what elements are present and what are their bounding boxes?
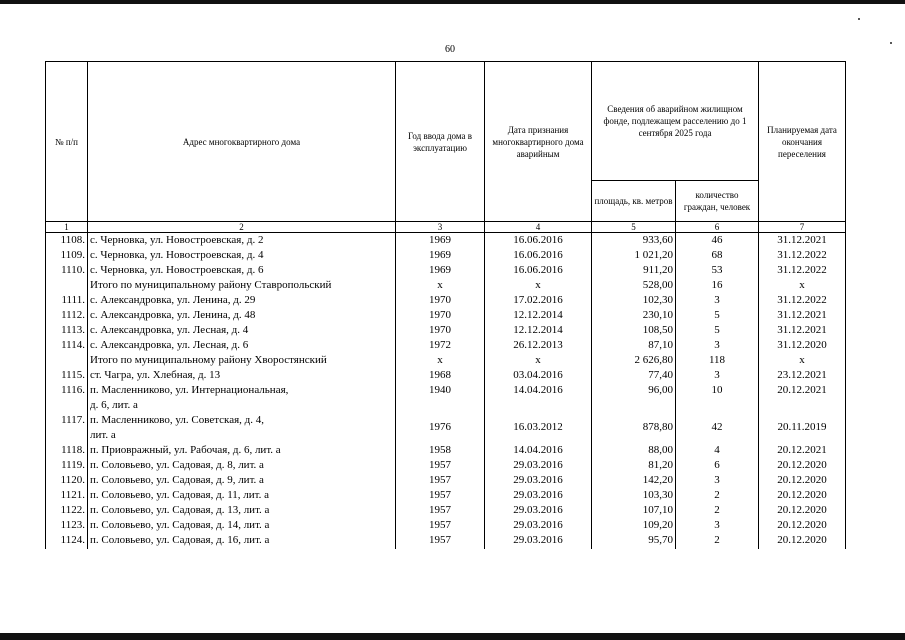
cell-area: 933,60: [592, 233, 676, 249]
cell-number: 1111.: [46, 293, 88, 308]
cell-date: 29.03.2016: [485, 488, 592, 503]
cell-year: 1958: [396, 443, 485, 458]
cell-area: 77,40: [592, 368, 676, 383]
cell-people: 16: [676, 278, 759, 293]
cell-date: 29.03.2016: [485, 458, 592, 473]
cell-people: 10: [676, 383, 759, 398]
cell-people: 3: [676, 338, 759, 353]
cell-number: 1108.: [46, 233, 88, 249]
cell-people: 6: [676, 458, 759, 473]
cell-planned: 20.12.2021: [759, 443, 846, 458]
cell-year: 1970: [396, 308, 485, 323]
cell-year: 1970: [396, 323, 485, 338]
column-number: 3: [396, 222, 485, 233]
cell-number: 1113.: [46, 323, 88, 338]
cell-date: 12.12.2014: [485, 308, 592, 323]
cell-people: 53: [676, 263, 759, 278]
cell-area: 102,30: [592, 293, 676, 308]
cell-date: 26.12.2013: [485, 338, 592, 353]
cell-year: 1969: [396, 233, 485, 249]
cell-planned: 20.12.2020: [759, 473, 846, 488]
cell-planned: 31.12.2021: [759, 308, 846, 323]
cell-people: 3: [676, 368, 759, 383]
cell-people: 5: [676, 323, 759, 338]
cell-date: х: [485, 278, 592, 293]
cell-number: [46, 353, 88, 368]
cell-year: 1957: [396, 533, 485, 549]
scan-speck: [890, 42, 892, 44]
cell-year: 1957: [396, 503, 485, 518]
cell-date: 29.03.2016: [485, 503, 592, 518]
header-planned-date: Планируемая дата окончания переселения: [759, 62, 846, 222]
cell-number: 1114.: [46, 338, 88, 353]
table-row-total: [46, 278, 846, 293]
cell-planned: х: [759, 353, 846, 368]
table-row-continuation: [46, 398, 846, 413]
table-row: [46, 338, 846, 353]
cell-planned: 20.12.2020: [759, 488, 846, 503]
cell-area: 109,20: [592, 518, 676, 533]
column-number: 1: [46, 222, 88, 233]
scan-speck: [858, 18, 860, 20]
header-area: площадь, кв. метров: [592, 181, 676, 222]
scan-edge-top: [0, 0, 905, 4]
cell-number: 1110.: [46, 263, 88, 278]
page-number: 60: [445, 44, 455, 55]
cell-number: 1109.: [46, 248, 88, 263]
header-address: Адрес многоквартирного дома: [88, 62, 396, 222]
cell-number: 1120.: [46, 473, 88, 488]
cell-planned: [759, 398, 846, 413]
cell-people: 3: [676, 293, 759, 308]
cell-number: 1122.: [46, 503, 88, 518]
table-row: [46, 263, 846, 278]
cell-address: с. Александровка, ул. Лесная, д. 4: [88, 323, 396, 338]
column-number-row: [46, 222, 846, 233]
cell-planned: 31.12.2021: [759, 233, 846, 249]
cell-people: 2: [676, 533, 759, 549]
cell-area: 88,00: [592, 443, 676, 458]
cell-number: 1112.: [46, 308, 88, 323]
cell-year: 1957: [396, 458, 485, 473]
header-people: количество граждан, человек: [676, 181, 759, 222]
cell-date: х: [485, 353, 592, 368]
cell-year: 1969: [396, 248, 485, 263]
cell-number: [46, 398, 88, 413]
table-row: [46, 308, 846, 323]
cell-area: 878,80: [592, 420, 676, 435]
cell-address: п. Соловьево, ул. Садовая, д. 14, лит. а: [88, 518, 396, 533]
cell-year: 1940: [396, 383, 485, 398]
cell-area: 142,20: [592, 473, 676, 488]
cell-people: 42: [676, 420, 759, 435]
cell-planned: 20.12.2021: [759, 383, 846, 398]
cell-people: 3: [676, 518, 759, 533]
cell-address: Итого по муниципальному району Хворостянский: [88, 353, 396, 368]
cell-date: 03.04.2016: [485, 368, 592, 383]
header-recognition-date: Дата признания многоквартирного дома аварийным: [485, 62, 592, 222]
cell-planned: 31.12.2022: [759, 293, 846, 308]
table-row: [46, 473, 846, 488]
cell-planned: 20.12.2020: [759, 533, 846, 549]
cell-people: 46: [676, 233, 759, 249]
cell-number: 1123.: [46, 518, 88, 533]
cell-number: 1115.: [46, 368, 88, 383]
cell-address: с. Александровка, ул. Ленина, д. 48: [88, 308, 396, 323]
cell-address: п. Соловьево, ул. Садовая, д. 13, лит. а: [88, 503, 396, 518]
column-number: 6: [676, 222, 759, 233]
cell-planned: 20.12.2020: [759, 458, 846, 473]
table-row-total: [46, 353, 846, 368]
cell-area: 1 021,20: [592, 248, 676, 263]
table-row: [46, 368, 846, 383]
cell-planned: 20.11.2019: [759, 420, 846, 435]
table-row: [46, 233, 846, 249]
cell-area: 103,30: [592, 488, 676, 503]
cell-number: 1117.: [46, 413, 88, 428]
column-number: 7: [759, 222, 846, 233]
cell-address: п. Соловьево, ул. Садовая, д. 11, лит. а: [88, 488, 396, 503]
cell-address: д. 6, лит. а: [88, 398, 396, 413]
table-row-continuation: [46, 428, 846, 443]
cell-address: ст. Чагра, ул. Хлебная, д. 13: [88, 368, 396, 383]
cell-number: [46, 278, 88, 293]
table-body: [46, 233, 846, 550]
cell-date: 16.06.2016: [485, 233, 592, 249]
cell-area: 107,10: [592, 503, 676, 518]
table-row: [46, 503, 846, 518]
cell-planned: 31.12.2020: [759, 338, 846, 353]
cell-people: 2: [676, 488, 759, 503]
cell-year: 1957: [396, 488, 485, 503]
cell-people: [676, 398, 759, 413]
cell-number: 1121.: [46, 488, 88, 503]
cell-year: 1976: [396, 420, 485, 435]
cell-address: Итого по муниципальному району Ставропольский: [88, 278, 396, 293]
cell-year: 1972: [396, 338, 485, 353]
cell-people: 118: [676, 353, 759, 368]
table-row: [46, 293, 846, 308]
cell-date: 12.12.2014: [485, 323, 592, 338]
cell-people: 2: [676, 503, 759, 518]
cell-year: х: [396, 353, 485, 368]
cell-address: п. Соловьево, ул. Садовая, д. 8, лит. а: [88, 458, 396, 473]
cell-year: 1957: [396, 518, 485, 533]
cell-area: 230,10: [592, 308, 676, 323]
cell-area: 2 626,80: [592, 353, 676, 368]
cell-area: 87,10: [592, 338, 676, 353]
table-row: [46, 533, 846, 549]
cell-number: 1119.: [46, 458, 88, 473]
cell-date: 16.06.2016: [485, 248, 592, 263]
cell-date: 29.03.2016: [485, 533, 592, 549]
cell-year: х: [396, 278, 485, 293]
header-year: Год ввода дома в эксплуатацию: [396, 62, 485, 222]
cell-planned: 23.12.2021: [759, 368, 846, 383]
cell-people: 3: [676, 473, 759, 488]
cell-year: 1969: [396, 263, 485, 278]
cell-planned: 20.12.2020: [759, 503, 846, 518]
cell-area: 528,00: [592, 278, 676, 293]
cell-address: лит. а: [88, 428, 396, 443]
cell-date: [485, 398, 592, 413]
table-header: [46, 62, 846, 233]
cell-area: 911,20: [592, 263, 676, 278]
cell-area: 108,50: [592, 323, 676, 338]
cell-address: с. Черновка, ул. Новостроевская, д. 4: [88, 248, 396, 263]
cell-year: 1957: [396, 473, 485, 488]
column-number: 2: [88, 222, 396, 233]
cell-address: с. Черновка, ул. Новостроевская, д. 6: [88, 263, 396, 278]
table-row: [46, 518, 846, 533]
header-housing-info: Сведения об аварийном жилищном фонде, подлежащем расселению до 1 сентября 2025 года: [592, 62, 759, 181]
cell-address: п. Масленниково, ул. Интернациональная,: [88, 383, 396, 398]
cell-date: 14.04.2016: [485, 383, 592, 398]
column-number: 5: [592, 222, 676, 233]
cell-area: [592, 398, 676, 413]
cell-number: 1124.: [46, 533, 88, 549]
cell-people: 5: [676, 308, 759, 323]
cell-people: 4: [676, 443, 759, 458]
table-row: [46, 443, 846, 458]
cell-area: 95,70: [592, 533, 676, 549]
header-number: № п/п: [46, 62, 88, 222]
cell-date: 14.04.2016: [485, 443, 592, 458]
table-row: [46, 458, 846, 473]
cell-planned: 31.12.2021: [759, 323, 846, 338]
cell-year: 1968: [396, 368, 485, 383]
table-row: [46, 488, 846, 503]
cell-date: 29.03.2016: [485, 473, 592, 488]
cell-date: 16.06.2016: [485, 263, 592, 278]
cell-address: п. Приовражный, ул. Рабочая, д. 6, лит. а: [88, 443, 396, 458]
cell-address: с. Александровка, ул. Лесная, д. 6: [88, 338, 396, 353]
emergency-housing-table: [45, 61, 846, 549]
cell-number: [46, 428, 88, 443]
cell-number: 1116.: [46, 383, 88, 398]
cell-area: 96,00: [592, 383, 676, 398]
table-row: [46, 383, 846, 398]
cell-address: с. Черновка, ул. Новостроевская, д. 2: [88, 233, 396, 249]
cell-address: п. Соловьево, ул. Садовая, д. 16, лит. а: [88, 533, 396, 549]
cell-address: п. Соловьево, ул. Садовая, д. 9, лит. а: [88, 473, 396, 488]
cell-address: п. Масленниково, ул. Советская, д. 4,: [88, 413, 396, 428]
scan-edge-bottom: [0, 633, 905, 640]
cell-planned: 31.12.2022: [759, 263, 846, 278]
column-number: 4: [485, 222, 592, 233]
cell-planned: х: [759, 278, 846, 293]
cell-year: 1970: [396, 293, 485, 308]
cell-date: 16.03.2012: [485, 420, 592, 435]
cell-people: 68: [676, 248, 759, 263]
cell-year: [396, 398, 485, 413]
cell-planned: 31.12.2022: [759, 248, 846, 263]
table-row: [46, 248, 846, 263]
cell-number: 1118.: [46, 443, 88, 458]
cell-date: 17.02.2016: [485, 293, 592, 308]
cell-planned: 20.12.2020: [759, 518, 846, 533]
cell-area: 81,20: [592, 458, 676, 473]
cell-address: с. Александровка, ул. Ленина, д. 29: [88, 293, 396, 308]
cell-date: 29.03.2016: [485, 518, 592, 533]
table-row: [46, 323, 846, 338]
